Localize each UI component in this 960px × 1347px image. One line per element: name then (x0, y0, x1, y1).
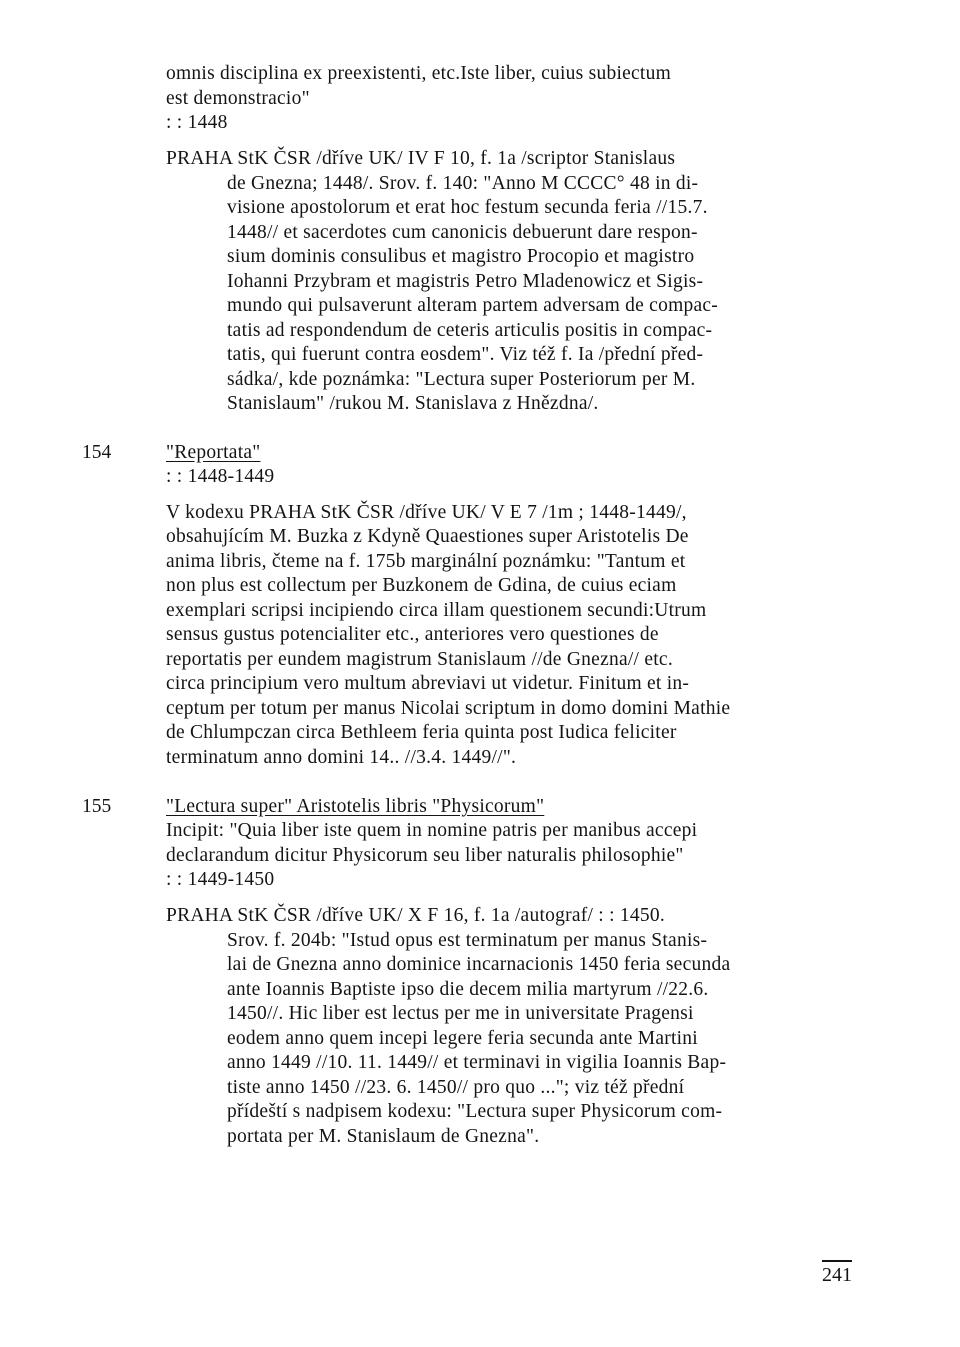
text-line: reportatis per eundem magistrum Stanislaum //de Gnezna// etc. (166, 649, 673, 670)
entry-number: 155 (82, 796, 112, 817)
text-line: omnis disciplina ex preexistenti, etc.Iste liber, cuius subiectum (166, 63, 672, 84)
text-line: terminatum anno domini 14.. //3.4. 1449//". (166, 747, 517, 768)
text-line: sensus gustus potencialiter etc., anteriores vero questiones de (166, 624, 659, 645)
entry-date: : : 1449-1450 (166, 869, 275, 890)
text-line: de Chlumpczan circa Bethleem feria quinta post Iudica feliciter (166, 722, 677, 743)
text-line: PRAHA StK ČSR /dříve UK/ IV F 10, f. 1a /scriptor Stanislaus (166, 148, 676, 169)
entry-title: "Lectura super" Aristotelis libris "Physicorum" (166, 796, 545, 817)
text-line: eodem anno quem incepi legere feria secunda ante Martini (227, 1028, 698, 1049)
text-line: PRAHA StK ČSR /dříve UK/ X F 16, f. 1a /autograf/ : : 1450. (166, 905, 666, 926)
entry-date: : : 1448-1449 (166, 466, 275, 487)
text-line: obsahujícím M. Buzka z Kdyně Quaestiones super Aristotelis De (166, 526, 689, 547)
text-line: ceptum per totum per manus Nicolai scriptum in domo domini Mathie (166, 698, 731, 719)
text-line: Srov. f. 204b: "Istud opus est terminatum per manus Stanis- (227, 930, 708, 951)
incipit-line: declarandum dicitur Physicorum seu liber naturalis philosophie" (166, 845, 684, 866)
text-line: portata per M. Stanislaum de Gnezna". (227, 1126, 540, 1147)
entry-number: 154 (82, 442, 112, 463)
text-line: sádka/, kde poznámka: "Lectura super Posteriorum per M. (227, 369, 696, 390)
text-line: anno 1449 //10. 11. 1449// et terminavi in vigilia Ioannis Bap- (227, 1052, 727, 1073)
text-line: Stanislaum" /rukou M. Stanislava z Hnězdna/. (227, 393, 599, 414)
text-line: circa principium vero multum abreviavi ut videtur. Finitum et in- (166, 673, 690, 694)
text-line: 1448// et sacerdotes cum canonicis debuerunt dare respon- (227, 222, 698, 243)
incipit-line: Incipit: "Quia liber iste quem in nomine patris per manibus accepi (166, 820, 698, 841)
text-line: 1450//. Hic liber est lectus per me in universitate Pragensi (227, 1003, 694, 1024)
text-line: visione apostolorum et erat hoc festum secunda feria //15.7. (227, 197, 708, 218)
text-line: lai de Gnezna anno dominice incarnacionis 1450 feria secunda (227, 954, 731, 975)
text-line: mundo qui pulsaverunt alteram partem adversam de compac- (227, 295, 719, 316)
text-line: est demonstracio" (166, 88, 310, 109)
text-line: ante Ioannis Baptiste ipso die decem milia martyrum //22.6. (227, 979, 709, 1000)
text-line: V kodexu PRAHA StK ČSR /dříve UK/ V E 7 /1m ; 1448-1449/, (166, 502, 687, 523)
text-line: Iohanni Przybram et magistris Petro Mladenowicz et Sigis- (227, 271, 704, 292)
text-line: non plus est collectum per Buzkonem de Gdina, de cuius eciam (166, 575, 677, 596)
text-line: tiste anno 1450 //23. 6. 1450// pro quo ..."; viz též přední (227, 1077, 685, 1098)
text-line: de Gnezna; 1448/. Srov. f. 140: "Anno M CCCC° 48 in di- (227, 173, 699, 194)
text-line: exemplari scripsi incipiendo circa illam questionem secundi:Utrum (166, 600, 707, 621)
text-line: : : 1448 (166, 112, 228, 133)
text-line: sium dominis consulibus et magistro Procopio et magistro (227, 246, 695, 267)
text-line: přídeští s nadpisem kodexu: "Lectura super Physicorum com- (227, 1101, 723, 1122)
page-number: 241 (822, 1260, 852, 1287)
entry-title: "Reportata" (166, 442, 261, 463)
text-line: anima libris, čteme na f. 175b marginální poznámku: "Tantum et (166, 551, 686, 572)
text-line: tatis ad respondendum de ceteris articulis positis in compac- (227, 320, 713, 341)
text-line: tatis, qui fuerunt contra eosdem". Viz též f. Ia /přední před- (227, 344, 704, 365)
